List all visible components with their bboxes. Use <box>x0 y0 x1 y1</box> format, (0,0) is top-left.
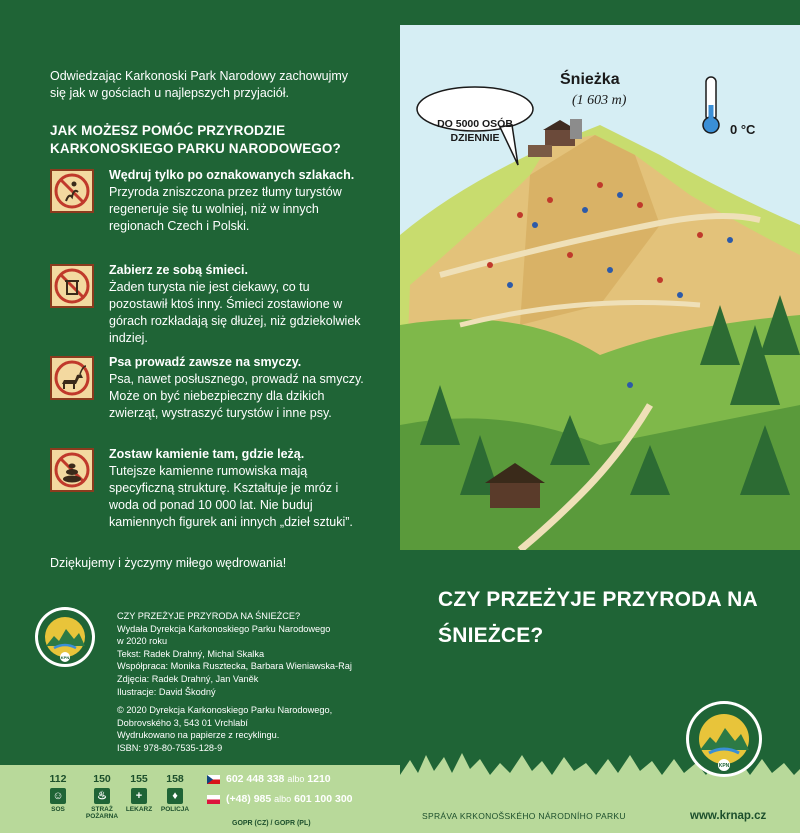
rule-heading: Wędruj tylko po oznakowanych szlakach. <box>109 168 355 182</box>
svg-text:KPN: KPN <box>60 655 70 660</box>
temperature-label: 0 °C <box>730 122 756 137</box>
no-trampling-icon <box>50 169 94 213</box>
credits-year: w 2020 roku <box>117 636 168 647</box>
intro-text: Odwiedzając Karkonoski Park Narodowy zachowujmy się jak w gościach u najlepszych przyjaciół. <box>50 69 349 100</box>
credits-title: CZY PRZEŻYJE PRZYRODA NA ŚNIEŻCE? <box>117 611 301 621</box>
rule-body: Przyroda zniszczona przez tłumy turystów regeneruje się tu wolniej, niż w innych regionach Czech i Polski. <box>109 185 342 233</box>
speech-bubble-text: DO 5000 OSÓB DZIENNIE <box>437 118 513 144</box>
leaflet-title: CZY PRZEŻYJE PRZYRODA NA ŚNIEŻCE? <box>438 588 758 647</box>
rule-heading: Zostaw kamienie tam, gdzie leżą. <box>109 447 305 461</box>
credits-block <box>117 610 392 755</box>
polish-flag-icon <box>207 795 220 804</box>
credits-photos: Zdjęcia: Radek Drahný, Jan Vaněk <box>117 673 259 684</box>
fire-icon: ♨ <box>94 788 110 804</box>
phone-cz: 602 448 338 albo 1210 <box>226 773 331 785</box>
czech-flag-icon <box>207 775 220 784</box>
person-sos-icon: ☺ <box>50 788 66 804</box>
medical-cross-icon: + <box>131 788 147 804</box>
dog-on-leash-icon <box>50 356 94 400</box>
credits-illustrations: Ilustracje: David Škodný <box>117 686 216 697</box>
peak-name: Śnieżka <box>560 71 620 88</box>
emergency-sos: 112 ☺ SOS <box>49 773 67 813</box>
gopr-label: GOPR (CZ) / GOPR (PL) <box>232 820 311 827</box>
rule-body: Żaden turysta nie jest ciekawy, co tu pozostawił ktoś inny. Śmieci zostawione w górach rozkładają się dłużej, niż gdziekolwiek indziej. <box>109 280 361 345</box>
credits-cooperation: Współpraca: Monika Rusztecka, Barbara Wieniawska-Raj <box>117 661 352 672</box>
credits-paper: Wydrukowano na papierze z recyklingu. <box>117 730 280 741</box>
rule-body: Tutejsze kamienne rumowiska mają specyficzną strukturę. Kształtuje je mróz i woda od ponad 10 000 lat. Nie buduj kamiennych figurek ani innych „dzieł sztuki”. <box>109 464 353 529</box>
no-litter-icon <box>50 264 94 308</box>
police-shield-icon: ♦ <box>167 788 183 804</box>
no-stone-cairn-icon <box>50 448 94 492</box>
rule-heading: Psa prowadź zawsze na smyczy. <box>109 355 302 369</box>
park-logo-small <box>34 606 96 668</box>
credits-isbn: ISBN: 978-80-7535-128-9 <box>117 742 223 753</box>
emergency-fire: 150 ♨ STRAŻ POŻARNA <box>85 773 119 820</box>
credits-publisher: Wydała Dyrekcja Karkonoskiego Parku Narodowego <box>117 623 331 634</box>
howto-heading: JAK MOŻESZ POMÓC PRZYRODZIE KARKONOSKIEGO PARKU NARODOWEGO? <box>50 123 341 156</box>
rule-body: Psa, nawet posłusznego, prowadź na smyczy. Może on być niebezpieczny dla dzikich zwierząt, wystraszyć turystów i inne psy. <box>109 372 364 420</box>
credits-text-authors: Tekst: Radek Drahný, Michal Skalka <box>117 648 265 659</box>
credits-address: Dobrovského 3, 543 01 Vrchlabí <box>117 717 248 728</box>
park-logo <box>685 700 763 778</box>
thanks-text: Dziękujemy i życzymy miłego wędrowania! <box>50 556 287 570</box>
snezka-illustration <box>400 25 800 550</box>
emergency-police: 158 ♦ POLICJA <box>160 773 190 813</box>
emergency-doctor: 155 + LEKARZ <box>125 773 153 813</box>
peak-height: (1 603 m) <box>572 93 627 108</box>
credits-copyright: © 2020 Dyrekcja Karkonoskiego Parku Narodowego, <box>117 705 333 716</box>
agency-name: SPRÁVA KRKONOŠSKÉHO NÁRODNÍHO PARKU <box>422 811 626 821</box>
phone-pl: (+48) 985 albo 601 100 300 <box>226 793 353 805</box>
svg-text:KPN: KPN <box>718 763 730 769</box>
website-link[interactable]: www.krnap.cz <box>690 810 767 822</box>
rule-heading: Zabierz ze sobą śmieci. <box>109 263 248 277</box>
right-panel <box>400 0 800 833</box>
